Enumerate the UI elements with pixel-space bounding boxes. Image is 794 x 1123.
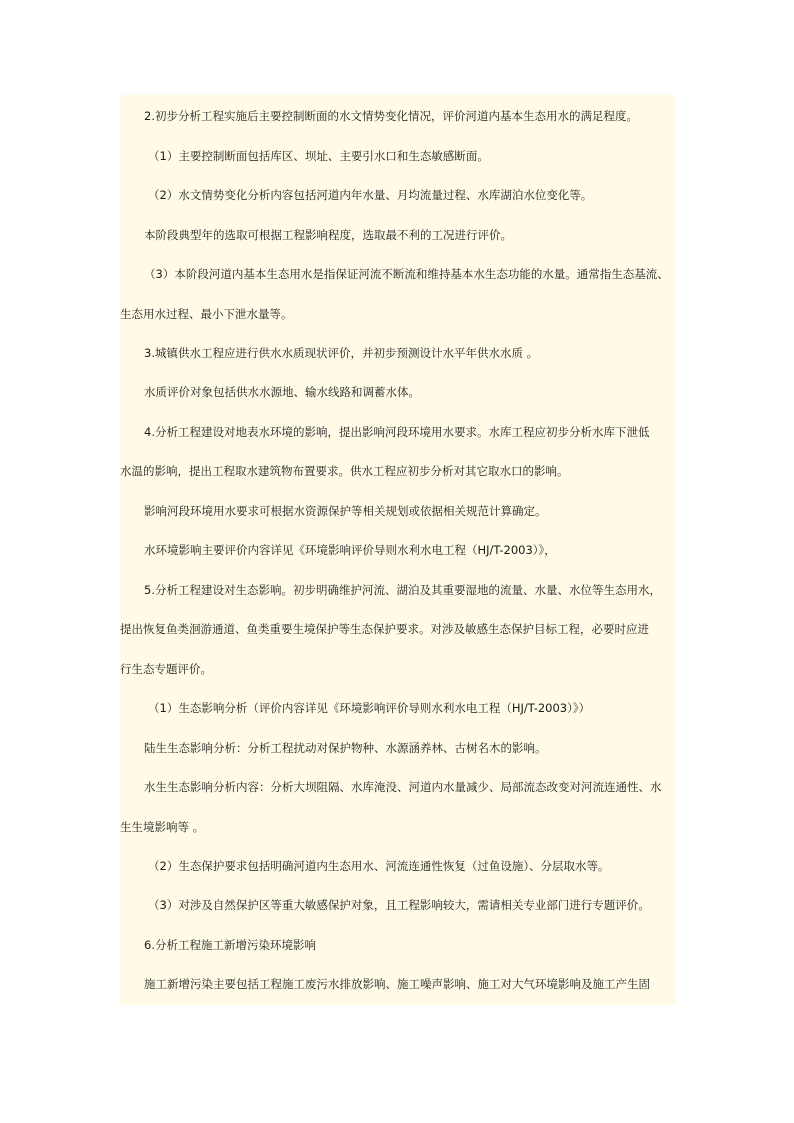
paragraph-line: 提出恢复鱼类洄游通道、鱼类重要生境保护等生态保护要求。对涉及敏感生态保护目标工程，必要时应进 [120, 622, 649, 636]
paragraph-line: 水质评价对象包括供水水源地、输水线路和调蓄水体。 [144, 385, 420, 399]
paragraph-line: 本阶段典型年的选取可根据工程影响程度，选取最不利的工况进行评价。 [144, 228, 512, 242]
paragraph-line: 2.初步分析工程实施后主要控制断面的水文情势变化情况，评价河道内基本生态用水的满足程度。 [144, 109, 638, 123]
paragraph-line: （2）水文情势变化分析内容包括河道内年水量、月均流量过程、水库湖泊水位变化等。 [148, 188, 593, 202]
paragraph-line: （1）主要控制断面包括库区、坝址、主要引水口和生态敏感断面。 [148, 149, 489, 163]
document-body [120, 95, 676, 1005]
paragraph-line: 3.城镇供水工程应进行供水水质现状评价，并初步预测设计水平年供水水质 。 [144, 346, 539, 360]
paragraph-line: 生生境影响等 。 [120, 820, 205, 834]
paragraph-line: 行生态专题评价。 [120, 662, 212, 676]
paragraph-line: 水温的影响，提出工程取水建筑物布置要求。供水工程应初步分析对其它取水口的影响。 [120, 464, 569, 478]
paragraph-line: 5.分析工程建设对生态影响。初步明确维护河流、湖泊及其重要湿地的流量、水量、水位等生态用水， [144, 583, 661, 597]
paragraph-line: （3）本阶段河道内基本生态用水是指保证河流不断流和维持基本水生态功能的水量。通常指生态基流、 [144, 267, 669, 281]
paragraph-line: 生态用水过程、最小下泄水量等。 [120, 307, 293, 321]
paragraph-line: （2）生态保护要求包括明确河道内生态用水、河流连通性恢复（过鱼设施）、分层取水等。 [148, 859, 610, 873]
paragraph-line: 4.分析工程建设对地表水环境的影响，提出影响河段环境用水要求。水库工程应初步分析水库下泄低 [144, 425, 650, 439]
paragraph-line: 水生生态影响分析内容：分析大坝阻隔、水库淹没、河道内水量减少、局部流态改变对河流连通性、水 [144, 780, 662, 794]
paragraph-line: 影响河段环境用水要求可根据水资源保护等相关规划或依据相关规范计算确定。 [144, 504, 547, 518]
paragraph-line: 6.分析工程施工新增污染环境影响 [144, 938, 316, 952]
paragraph-line: 水环境影响主要评价内容详见《环境影响评价导则水利水电工程（HJ/T-2003）》， [144, 543, 556, 557]
paragraph-line: （1）生态影响分析（评价内容详见《环境影响评价导则水利水电工程（HJ/T-2003）》） [148, 701, 591, 715]
paragraph-line: （3）对涉及自然保护区等重大敏感保护对象，且工程影响较大，需请相关专业部门进行专题评价。 [148, 898, 650, 912]
paragraph-line: 陆生生态影响分析：分析工程扰动对保护物种、水源涵养林、古树名木的影响。 [144, 741, 547, 755]
paragraph-line: 施工新增污染主要包括工程施工废污水排放影响、施工噪声影响、施工对大气环境影响及施工产生固 [144, 977, 650, 991]
